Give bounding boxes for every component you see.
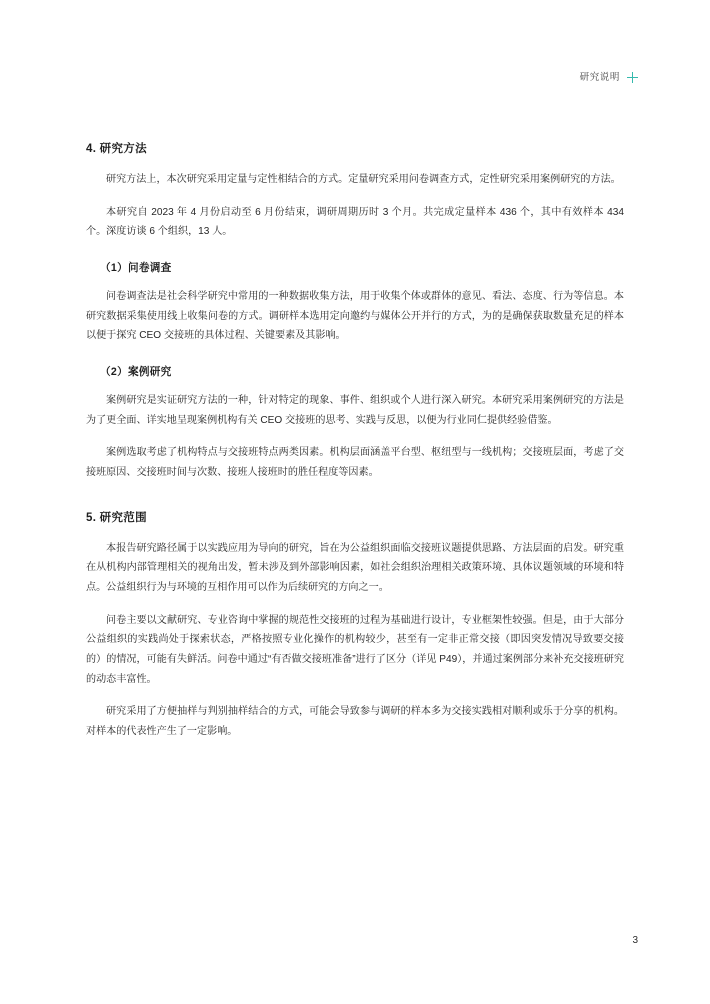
section-research-scope <box>86 509 624 742</box>
paragraph: 问卷主要以文献研究、专业咨询中掌握的规范性交接班的过程为基础进行设计，专业框架性较强。但是，由于大部分公益组织的实践尚处于探索状态，严格按照专业化操作的机构较少，甚至有一定非正常交接（即因突发情况导致要交接的）的情况，可能有失鲜活。问卷中通过“有否做交接班准备”进行了区分（详见 P49），并通过案例部分来补充交接班研究的动态丰富性。 <box>86 614 624 685</box>
section-heading-5: 5. 研究范围 <box>86 511 147 524</box>
paragraph: 本研究自 2023 年 4 月份启动至 6 月份结束，调研周期历时 3 个月。共完成定量样本 436 个，其中有效样本 434 个。深度访谈 6 个组织，13 人。 <box>86 206 624 238</box>
document-body <box>86 140 624 755</box>
paragraph: 本报告研究路径属于以实践应用为导向的研究，旨在为公益组织面临交接班议题提供思路、方法层面的启发。研究重在从机构内部管理相关的视角出发，暂未涉及到外部影响因素，如社会组织治理相关政策环境、具体议题领域的环境和特点。公益组织行为与环境的互相作用可以作为后续研究的方向之一。 <box>86 542 624 594</box>
running-header-title: 研究说明 <box>579 71 620 83</box>
paragraph: 研究采用了方便抽样与判别抽样结合的方式，可能会导致参与调研的样本多为交接实践相对顺利或乐于分享的机构。对样本的代表性产生了一定影响。 <box>86 706 624 738</box>
subsection-heading-questionnaire: （1）问卷调查 <box>100 262 172 275</box>
paragraph: 案例选取考虑了机构特点与交接班特点两类因素。机构层面涵盖平台型、枢纽型与一线机构；交接班层面，考虑了交接班原因、交接班时间与次数、接班人接班时的胜任程度等因素。 <box>86 447 624 479</box>
paragraph: 问卷调查法是社会科学研究中常用的一种数据收集方法，用于收集个体或群体的意见、看法、态度、行为等信息。本研究数据采集使用线上收集问卷的方式。调研样本选用定向邀约与媒体公开并行的方式，为的是确保获取数量充足的样本以便于探究 CEO 交接班的具体过程、关键要素及其影响。 <box>86 291 624 342</box>
section-research-methods <box>86 140 624 483</box>
running-header <box>580 72 638 83</box>
section-heading-4: 4. 研究方法 <box>86 143 147 155</box>
paragraph: 案例研究是实证研究方法的一种，针对特定的现象、事件、组织或个人进行深入研究。本研究采用案例研究的方法是为了更全面、详实地呈现案例机构有关 CEO 交接班的思考、实践与反思，以便为行业同仁提供经验借鉴。 <box>86 395 624 426</box>
paragraph: 研究方法上，本次研究采用定量与定性相结合的方式。定量研究采用问卷调查方式，定性研究采用案例研究的方法。 <box>106 174 621 185</box>
plus-mark-icon <box>627 72 638 83</box>
subsection-heading-case-study: （2）案例研究 <box>100 366 172 379</box>
page-number: 3 <box>632 935 638 946</box>
